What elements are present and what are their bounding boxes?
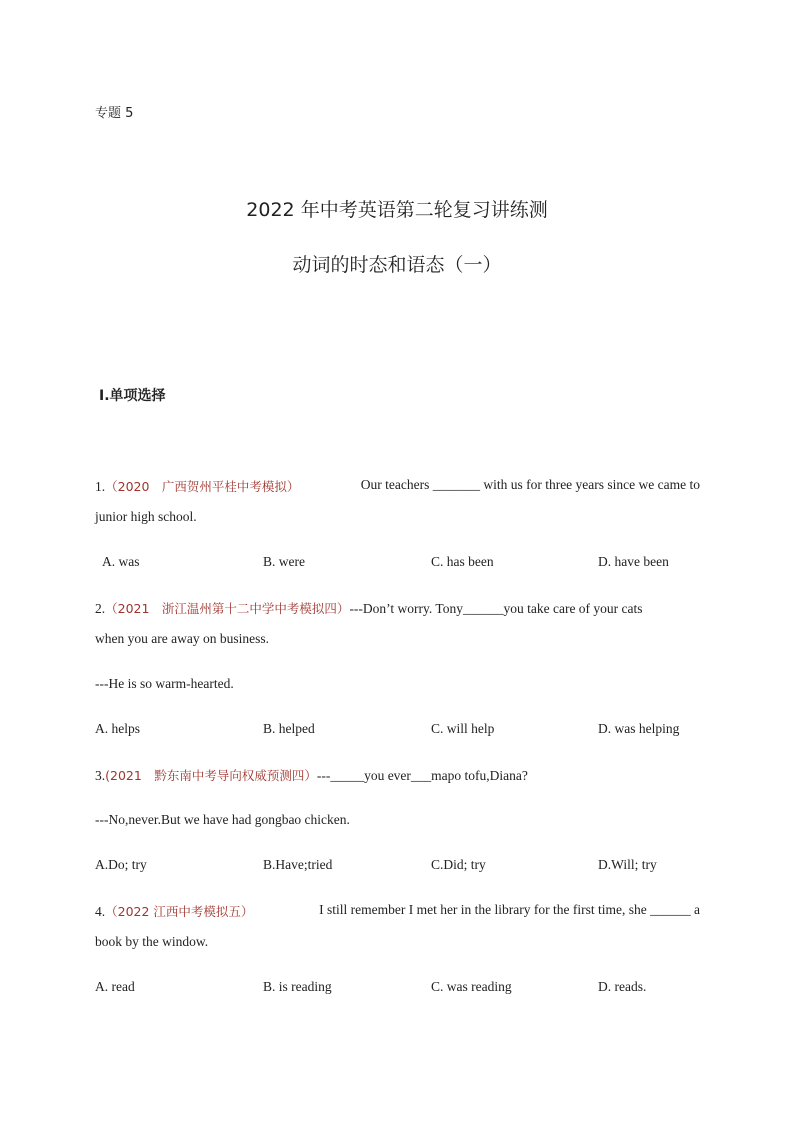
question-4-line-1 (95, 902, 700, 920)
question-stem: ---Don’t worry. Tony______you take care of your cats (349, 601, 643, 616)
option-c: C. was reading (431, 979, 512, 994)
question-number: 1. (95, 479, 106, 494)
option-c: C. has been (431, 554, 494, 569)
option-d: D. was helping (598, 721, 680, 736)
question-source: （2020 广西贺州平桂中考模拟） (105, 479, 300, 494)
option-b: B. helped (263, 721, 315, 736)
question-3-line-1 (95, 766, 528, 784)
option-c: C.Did; try (431, 857, 486, 872)
question-source: (2021 黔东南中考导向权威预测四） (105, 768, 317, 783)
section-heading: Ⅰ.单项选择 (99, 388, 166, 404)
question-1-line-2: junior high school. (95, 509, 197, 524)
option-a: A. read (95, 979, 135, 994)
question-number: 2. (95, 601, 106, 616)
option-b: B. is reading (263, 979, 332, 994)
option-b: B.Have;tried (263, 857, 333, 872)
question-2-line-1 (95, 599, 643, 617)
document-title: 2022 年中考英语第二轮复习讲练测 (246, 199, 548, 221)
question-source: （2021 浙江温州第十二中学中考模拟四） (105, 601, 350, 616)
question-stem: ---_____you ever___mapo tofu,Diana? (316, 768, 528, 783)
question-2-line-3: ---He is so warm-hearted. (95, 676, 234, 691)
question-stem: I still remember I met her in the library for the first time, she ______ a (319, 902, 700, 917)
question-source: （2022 江西中考模拟五） (105, 904, 254, 919)
question-3-line-2: ---No,never.But we have had gongbao chicken. (95, 812, 350, 827)
question-number: 4. (95, 904, 106, 919)
question-2-line-2: when you are away on business. (95, 631, 269, 646)
question-4-line-2: book by the window. (95, 934, 209, 949)
option-c: C. will help (431, 721, 495, 736)
option-a: A. helps (95, 721, 140, 736)
option-a: A. was (102, 554, 140, 569)
question-1-line-1 (95, 477, 700, 495)
option-d: D. have been (598, 554, 669, 569)
option-a: A.Do; try (95, 857, 147, 872)
question-number: 3. (95, 768, 106, 783)
document-subtitle: 动词的时态和语态（一） (292, 254, 502, 276)
option-d: D. reads. (598, 979, 647, 994)
option-b: B. were (263, 554, 305, 569)
option-d: D.Will; try (598, 857, 657, 872)
topic-label: 专题 5 (95, 106, 134, 121)
question-stem: Our teachers _______ with us for three years since we came to (360, 477, 700, 492)
